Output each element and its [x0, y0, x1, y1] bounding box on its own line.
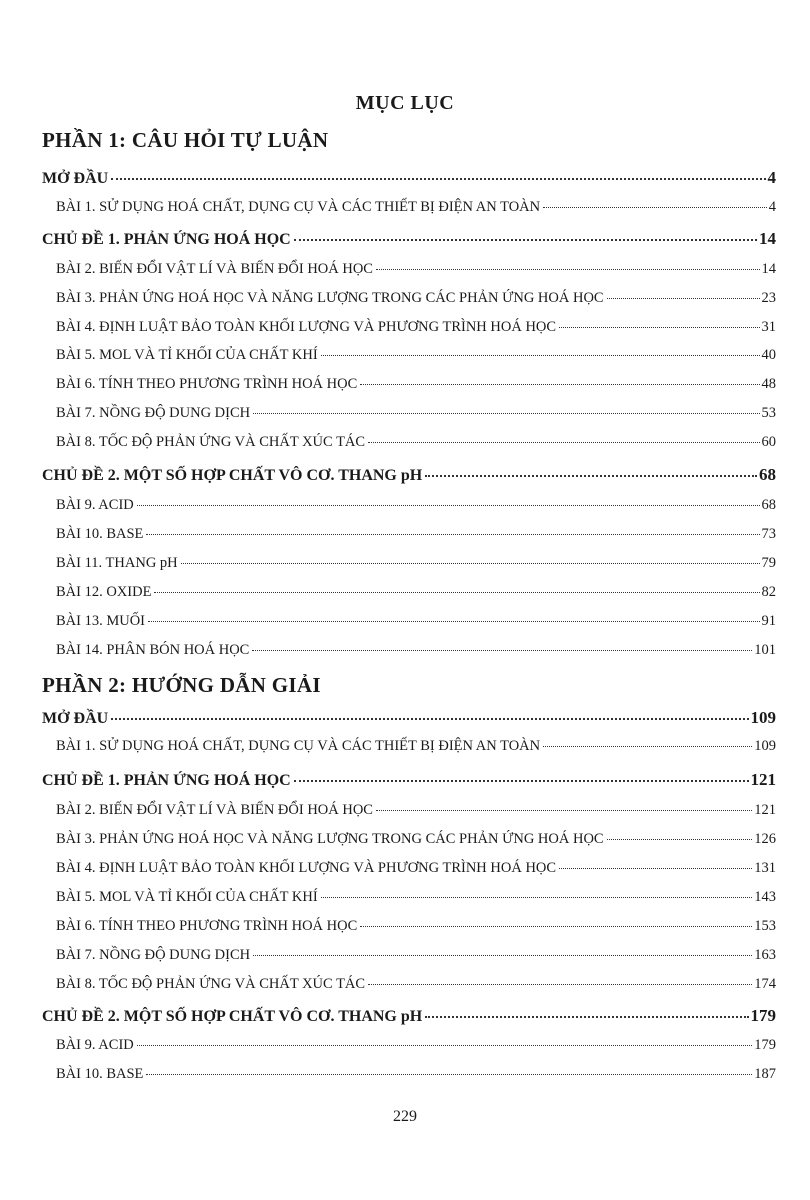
toc-entry-section[interactable]: [42, 708, 776, 728]
toc-entry-lesson[interactable]: [56, 642, 776, 659]
toc-page: 4: [768, 199, 776, 215]
toc-page: 153: [754, 918, 776, 934]
toc-entry-lesson[interactable]: [56, 199, 776, 216]
toc-label: CHỦ ĐỀ 2. MỘT SỐ HỢP CHẤT VÔ CƠ. THANG pH: [42, 1008, 423, 1025]
toc-entry-lesson[interactable]: [56, 802, 776, 819]
dot-leader: [111, 718, 748, 720]
dot-leader: [360, 384, 759, 385]
toc-entry-lesson[interactable]: [56, 434, 776, 451]
toc-entry-section[interactable]: [42, 465, 776, 485]
dot-leader: [294, 780, 749, 782]
dot-leader: [321, 355, 760, 356]
toc-label: BÀI 4. ĐỊNH LUẬT BẢO TOÀN KHỐI LƯỢNG VÀ PHƯƠNG TRÌNH HOÁ HỌC: [56, 860, 557, 876]
toc-label: BÀI 9. ACID: [56, 1037, 134, 1053]
toc-label: BÀI 7. NỒNG ĐỘ DUNG DỊCH: [56, 405, 251, 421]
toc-label: BÀI 8. TỐC ĐỘ PHẢN ỨNG VÀ CHẤT XÚC TÁC: [56, 434, 366, 450]
toc-label: MỞ ĐẦU: [42, 710, 109, 727]
toc-entry-section[interactable]: [42, 229, 776, 249]
toc-page: 109: [750, 708, 776, 727]
toc-label: BÀI 10. BASE: [56, 1066, 144, 1082]
toc-page: 14: [761, 261, 776, 277]
dot-leader: [559, 868, 752, 869]
toc-label: BÀI 9. ACID: [56, 497, 134, 513]
toc-page: 68: [759, 465, 776, 484]
dot-leader: [376, 810, 752, 811]
dot-leader: [376, 269, 760, 270]
toc-page: 143: [754, 889, 776, 905]
toc-page: 48: [761, 376, 776, 392]
toc-page: 31: [761, 319, 776, 335]
toc-entry-lesson[interactable]: [56, 889, 776, 906]
dot-leader: [607, 298, 760, 299]
toc-page: 179: [754, 1037, 776, 1053]
toc-page: 101: [754, 642, 776, 658]
toc-entry-lesson[interactable]: [56, 347, 776, 364]
dot-leader: [425, 1016, 748, 1018]
toc-entry-section[interactable]: [42, 168, 776, 188]
toc-page: 68: [761, 497, 776, 513]
toc-label: BÀI 8. TỐC ĐỘ PHẢN ỨNG VÀ CHẤT XÚC TÁC: [56, 976, 366, 992]
toc-page: 131: [754, 860, 776, 876]
toc-page: 163: [754, 947, 776, 963]
toc-label: BÀI 11. THANG pH: [56, 555, 178, 571]
toc-entry-section[interactable]: [42, 770, 776, 790]
toc-page: 174: [754, 976, 776, 992]
toc-entry-lesson[interactable]: [56, 261, 776, 278]
toc-label: BÀI 14. PHÂN BÓN HOÁ HỌC: [56, 642, 250, 658]
toc-entry-lesson[interactable]: [56, 526, 776, 543]
toc-entry-lesson[interactable]: [56, 1066, 776, 1083]
dot-leader: [360, 926, 752, 927]
toc-entry-lesson[interactable]: [56, 918, 776, 935]
toc-page: 179: [750, 1006, 776, 1025]
toc-entry-lesson[interactable]: [56, 290, 776, 307]
part2-heading: PHẦN 2: HƯỚNG DẪN GIẢI: [42, 673, 321, 697]
toc-label: BÀI 3. PHẢN ỨNG HOÁ HỌC VÀ NĂNG LƯỢNG TRONG CÁC PHẢN ỨNG HOÁ HỌC: [56, 831, 604, 847]
dot-leader: [321, 897, 753, 898]
toc-label: BÀI 6. TÍNH THEO PHƯƠNG TRÌNH HOÁ HỌC: [56, 918, 358, 934]
toc-label: BÀI 1. SỬ DỤNG HOÁ CHẤT, DỤNG CỤ VÀ CÁC THIẾT BỊ ĐIỆN AN TOÀN: [56, 199, 541, 215]
dot-leader: [252, 650, 752, 651]
toc-entry-lesson[interactable]: [56, 831, 776, 848]
toc-entry-lesson[interactable]: [56, 376, 776, 393]
toc-page: 4: [767, 168, 776, 187]
dot-leader: [425, 475, 757, 477]
dot-leader: [137, 1045, 753, 1046]
toc-page: 91: [761, 613, 776, 629]
dot-leader: [607, 839, 753, 840]
dot-leader: [137, 505, 760, 506]
toc-page: 121: [754, 802, 776, 818]
toc-entry-lesson[interactable]: [56, 497, 776, 514]
toc-label: BÀI 4. ĐỊNH LUẬT BẢO TOÀN KHỐI LƯỢNG VÀ PHƯƠNG TRÌNH HOÁ HỌC: [56, 319, 557, 335]
dot-leader: [148, 621, 759, 622]
dot-leader: [253, 413, 759, 414]
toc-entry-lesson[interactable]: [56, 584, 776, 601]
dot-leader: [181, 563, 760, 564]
dot-leader: [559, 327, 759, 328]
toc-page: 109: [754, 738, 776, 754]
toc-page: 121: [750, 770, 776, 789]
toc-label: BÀI 2. BIẾN ĐỔI VẬT LÍ VÀ BIẾN ĐỔI HOÁ HỌC: [56, 802, 373, 818]
toc-page: 126: [754, 831, 776, 847]
dot-leader: [294, 239, 757, 241]
toc-page: 40: [761, 347, 776, 363]
toc-label: MỞ ĐẦU: [42, 170, 109, 187]
toc-entry-lesson[interactable]: [56, 319, 776, 336]
toc-label: BÀI 13. MUỐI: [56, 613, 146, 629]
toc-label: BÀI 12. OXIDE: [56, 584, 152, 600]
toc-entry-lesson[interactable]: [56, 947, 776, 964]
toc-label: BÀI 7. NỒNG ĐỘ DUNG DỊCH: [56, 947, 251, 963]
toc-page: 14: [759, 229, 776, 248]
toc-page: 53: [761, 405, 776, 421]
toc-page: 60: [761, 434, 776, 450]
dot-leader: [543, 746, 752, 747]
dot-leader: [146, 1074, 752, 1075]
page-number: 229: [393, 1108, 417, 1125]
toc-entry-lesson[interactable]: [56, 1037, 776, 1054]
toc-page: 187: [754, 1066, 776, 1082]
page-title: MỤC LỤC: [355, 92, 455, 114]
toc-label: BÀI 3. PHẢN ỨNG HOÁ HỌC VÀ NĂNG LƯỢNG TRONG CÁC PHẢN ỨNG HOÁ HỌC: [56, 290, 604, 306]
toc-page: 73: [761, 526, 776, 542]
toc-label: BÀI 2. BIẾN ĐỔI VẬT LÍ VÀ BIẾN ĐỔI HOÁ HỌC: [56, 261, 373, 277]
dot-leader: [368, 442, 759, 443]
toc-label: CHỦ ĐỀ 1. PHẢN ỨNG HOÁ HỌC: [42, 231, 291, 248]
toc-label: BÀI 10. BASE: [56, 526, 144, 542]
toc-label: BÀI 6. TÍNH THEO PHƯƠNG TRÌNH HOÁ HỌC: [56, 376, 358, 392]
dot-leader: [253, 955, 752, 956]
toc-label: CHỦ ĐỀ 1. PHẢN ỨNG HOÁ HỌC: [42, 772, 291, 789]
dot-leader: [368, 984, 752, 985]
toc-entry-lesson[interactable]: [56, 405, 776, 422]
toc-entry-lesson[interactable]: [56, 976, 776, 993]
toc-entry-lesson[interactable]: [56, 555, 776, 572]
dot-leader: [543, 207, 767, 208]
part1-heading: PHẦN 1: CÂU HỎI TỰ LUẬN: [42, 128, 329, 152]
toc-label: BÀI 5. MOL VÀ TỈ KHỐI CỦA CHẤT KHÍ: [56, 347, 318, 363]
toc-label: CHỦ ĐỀ 2. MỘT SỐ HỢP CHẤT VÔ CƠ. THANG pH: [42, 467, 423, 484]
toc-label: BÀI 5. MOL VÀ TỈ KHỐI CỦA CHẤT KHÍ: [56, 889, 318, 905]
toc-page: 23: [761, 290, 776, 306]
toc-entry-lesson[interactable]: [56, 738, 776, 755]
toc-entry-section[interactable]: [42, 1006, 776, 1026]
toc-entry-lesson[interactable]: [56, 613, 776, 630]
toc-label: BÀI 1. SỬ DỤNG HOÁ CHẤT, DỤNG CỤ VÀ CÁC THIẾT BỊ ĐIỆN AN TOÀN: [56, 738, 541, 754]
toc-page: 82: [761, 584, 776, 600]
toc-entry-lesson[interactable]: [56, 860, 776, 877]
dot-leader: [154, 592, 759, 593]
toc-page: 79: [761, 555, 776, 571]
dot-leader: [146, 534, 759, 535]
dot-leader: [111, 178, 765, 180]
